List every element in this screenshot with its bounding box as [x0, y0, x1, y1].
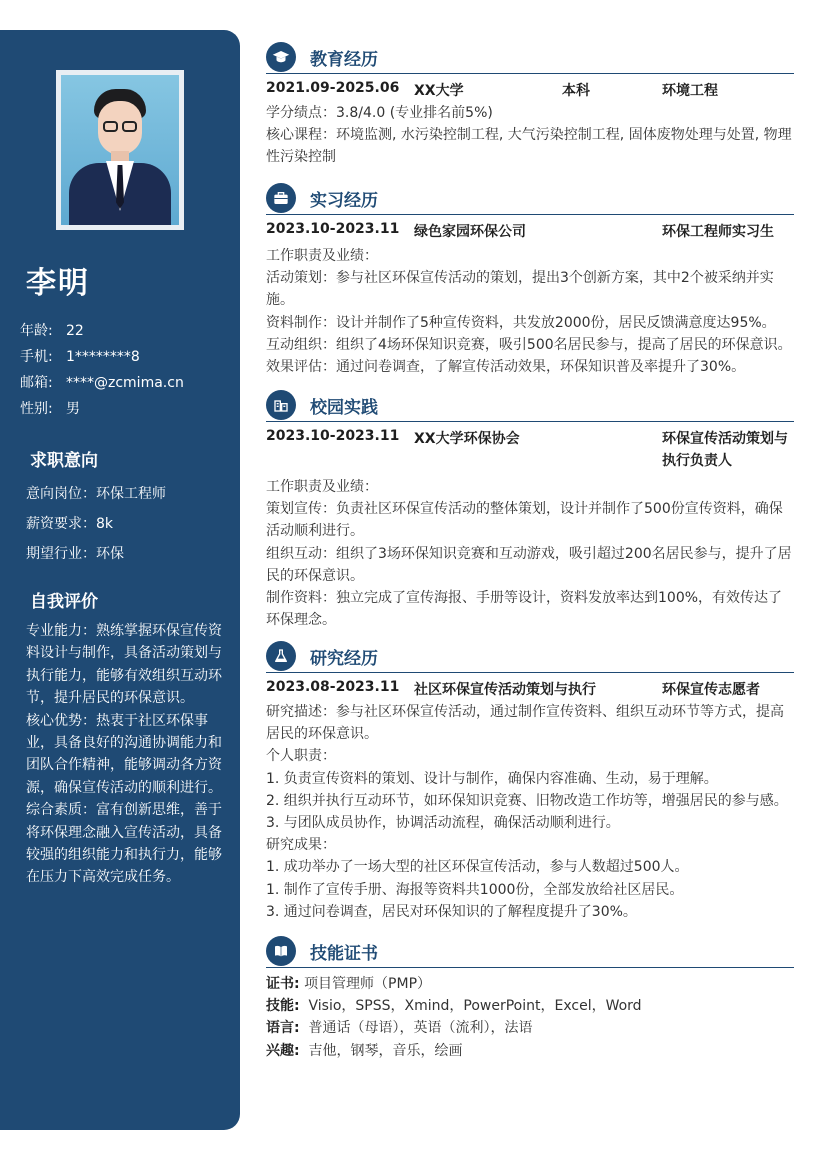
- body-line: 3. 与团队成员协作，协调活动流程，确保活动顺利进行。: [266, 815, 620, 832]
- avatar: [61, 75, 179, 225]
- info-gender: 性别: 男: [20, 401, 80, 417]
- skill-row-cert: 证书: 项目管理师（PMP）: [266, 976, 432, 992]
- section-internship: [266, 181, 794, 378]
- section-title: 实习经历: [310, 191, 378, 211]
- body-line: 工作职责及业绩：: [266, 248, 378, 264]
- entry-body: [266, 102, 794, 169]
- intent-position: 意向岗位：环保工程师: [26, 486, 166, 502]
- skill-row-skills: 技能: Visio，SPSS，Xmind，PowerPoint，Excel，Word: [266, 998, 642, 1015]
- body-line: 个人职责：: [266, 748, 336, 765]
- entry-header: [266, 80, 794, 102]
- intent-title: 求职意向: [30, 451, 98, 471]
- entry-header: [266, 679, 794, 701]
- self-eval-title: 自我评价: [30, 592, 98, 612]
- book-icon: [266, 936, 296, 966]
- briefcase-icon: [266, 183, 296, 213]
- intent-salary: 薪资要求：8k: [26, 516, 114, 532]
- section-title: 研究经历: [310, 649, 378, 669]
- self-eval-para: 专业能力：熟练掌握环保宣传资料设计与制作，具备活动策划与执行能力，能够有效组织互动环节，提升居民的环保意识。: [26, 623, 222, 707]
- body-line: 3. 通过问卷调查，居民对环保知识的了解程度提升了30%。: [266, 903, 637, 920]
- section-header: [266, 388, 794, 422]
- skills-list: [266, 973, 794, 1062]
- body-line: 学分绩点：3.8/4.0 (专业排名前5%): [266, 105, 493, 121]
- info-age: 年龄: 22: [20, 323, 84, 339]
- self-eval-text: [26, 620, 222, 889]
- section-header: [266, 181, 794, 215]
- entry-org: XX大学环保协会: [414, 431, 520, 447]
- skill-row-interest: 兴趣: 吉他，钢琴，音乐，绘画: [266, 1042, 463, 1059]
- entry-body: [266, 245, 794, 378]
- intent-industry: 期望行业：环保: [26, 546, 124, 562]
- flask-icon: [266, 641, 296, 671]
- entry-project: 社区环保宣传活动策划与执行: [414, 682, 596, 698]
- body-line: 1. 制作了宣传手册、海报等资料共1000份，全部发放给社区居民。: [266, 881, 684, 898]
- entry-date: 2023.10-2023.11: [266, 428, 400, 444]
- section-research: [266, 639, 794, 923]
- candidate-name: 李明: [26, 266, 90, 301]
- body-line: 1. 负责宣传资料的策划、设计与制作，确保内容准确、生动，易于理解。: [266, 770, 718, 787]
- section-title: 校园实践: [310, 398, 378, 418]
- info-email: 邮箱: ****@zcmima.cn: [20, 375, 184, 391]
- building-icon: [266, 390, 296, 420]
- section-header: [266, 639, 794, 673]
- section-skills: [266, 934, 794, 1062]
- entry-date: 2023.10-2023.11: [266, 221, 400, 237]
- body-line: 组织互动：组织了3场环保知识竞赛和互动游戏，吸引超过200名居民参与，提升了居民的环保意识。: [266, 545, 792, 584]
- body-line: 制作资料：独立完成了宣传海报、手册等设计，资料发放率达到100%，有效传达了环保理念。: [266, 590, 783, 629]
- body-line: 活动策划：参与社区环保宣传活动的策划，提出3个创新方案，其中2个被采纳并实施。: [266, 270, 774, 309]
- sidebar: [0, 30, 240, 1130]
- entry-role: 环保宣传志愿者: [662, 682, 760, 698]
- body-line: 策划宣传：负责社区环保宣传活动的整体策划，设计并制作了500份宣传资料，确保活动顺利进行。: [266, 501, 783, 540]
- body-line: 1. 成功举办了一场大型的社区环保宣传活动，参与人数超过500人。: [266, 859, 689, 876]
- section-header: [266, 934, 794, 968]
- body-line: 研究成果：: [266, 837, 336, 854]
- body-line: 2. 组织并执行互动环节，如环保知识竞赛、旧物改造工作坊等，增强居民的参与感。: [266, 792, 788, 809]
- entry-header: [266, 221, 794, 243]
- section-header: [266, 40, 794, 74]
- entry-body: [266, 476, 794, 631]
- intent-list: [26, 479, 166, 569]
- entry-role: 环保工程师实习生: [662, 224, 774, 240]
- body-line: 核心课程：环境监测, 水污染控制工程, 大气污染控制工程, 固体废物处理与处置, 物理性污染控制: [266, 127, 792, 166]
- entry-org: 绿色家园环保公司: [414, 224, 526, 240]
- section-campus: [266, 388, 794, 631]
- entry-date: 2021.09-2025.06: [266, 80, 400, 96]
- entry-body: [266, 701, 794, 923]
- section-title: 教育经历: [310, 50, 378, 70]
- body-line: 研究描述：参与社区环保宣传活动，通过制作宣传资料、组织互动环节等方式，提高居民的环保意识。: [266, 704, 784, 743]
- entry-role: 环保宣传活动策划与执行负责人: [662, 431, 788, 469]
- body-line: 工作职责及业绩：: [266, 479, 378, 495]
- graduation-cap-icon: [266, 42, 296, 72]
- entry-degree: 本科: [562, 83, 590, 99]
- self-eval-para: 核心优势：热衷于社区环保事业，具备良好的沟通协调能力和团队合作精神，能够调动各方资源，确保宣传活动的顺利进行。: [26, 712, 222, 796]
- body-line: 资料制作：设计并制作了5种宣传资料，共发放2000份，居民反馈满意度达95%。: [266, 314, 776, 331]
- info-phone: 手机: 1********8: [20, 349, 140, 365]
- skill-row-language: 语言: 普通话（母语），英语（流利），法语: [266, 1020, 533, 1037]
- self-eval-para: 综合素质：富有创新思维，善于将环保理念融入宣传活动，具备 较强的组织能力和执行力，能够在压力下高效完成任务。: [26, 802, 222, 886]
- section-education: [266, 40, 794, 169]
- body-line: 互动组织：组织了4场环保知识竞赛，吸引500名居民参与，提高了居民的环保意识。: [266, 336, 792, 353]
- profile-photo-frame: [56, 70, 184, 230]
- entry-header: [266, 428, 794, 472]
- entry-date: 2023.08-2023.11: [266, 679, 400, 695]
- section-title: 技能证书: [310, 944, 378, 964]
- body-line: 效果评估：通过问卷调查，了解宣传活动效果，环保知识普及率提升了30%。: [266, 359, 746, 376]
- entry-major: 环境工程: [662, 83, 718, 99]
- personal-info: [20, 318, 184, 422]
- entry-school: XX大学: [414, 83, 464, 99]
